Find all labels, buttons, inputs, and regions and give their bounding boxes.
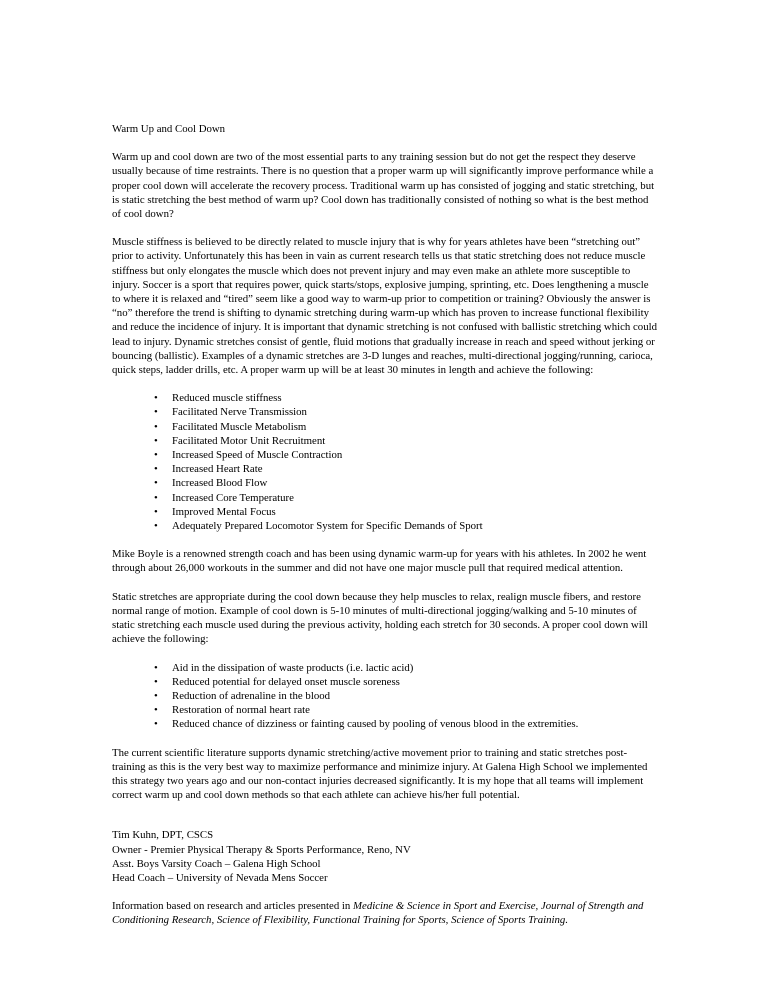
list-item <box>112 391 658 405</box>
bullet-icon: • <box>154 505 158 518</box>
author-name: Tim Kuhn, DPT, CSCS <box>112 829 214 842</box>
list-item <box>112 448 658 462</box>
list-item-text: Improved Mental Focus <box>172 505 276 518</box>
bullet-icon: • <box>154 520 158 533</box>
document-body <box>112 122 658 942</box>
author-role-owner: Owner - Premier Physical Therapy & Sports Performance, Reno, NV <box>112 843 411 856</box>
bullet-icon: • <box>154 477 158 490</box>
bullet-icon: • <box>154 463 158 476</box>
list-item <box>112 689 658 703</box>
list-item-text: Aid in the dissipation of waste products (i.e. lactic acid) <box>172 661 414 674</box>
static-stretches-paragraph: Static stretches are appropriate during the cool down because they help muscles to relax, realign muscle fibers, and restore normal range of motion. Example of cool down is 5-10 minutes of multi-directional jogging/walking and 5-10 minutes of static stretching each muscle used during the previous activity, holding each stretch for 30 seconds. A proper cool down will achieve the following: <box>112 590 648 646</box>
list-item-text: Restoration of normal heart rate <box>172 704 310 717</box>
bullet-icon: • <box>154 661 158 674</box>
list-item-text: Increased Speed of Muscle Contraction <box>172 449 343 462</box>
bullet-icon: • <box>154 491 158 504</box>
author-role-asst-coach: Asst. Boys Varsity Coach – Galena High School <box>112 857 321 870</box>
bullet-icon: • <box>154 392 158 405</box>
list-item-text: Reduced muscle stiffness <box>172 392 282 405</box>
list-item <box>112 405 658 419</box>
author-signature <box>112 828 658 885</box>
list-item-text: Increased Heart Rate <box>172 463 263 476</box>
muscle-stiffness-paragraph: Muscle stiffness is believed to be directly related to muscle injury that is why for years athletes have been “stretching out” prior to activity. Unfortunately this has been in vain as current research tells us that static stretching does not reduce muscle stiffness but only elongates the muscle which does not prevent injury and may even make an athlete more susceptible to injury. Soccer is a sport that requires power, quick starts/stops, explosive jumping, sprinting, etc. Does lengthening a muscle to where it is relaxed and “tired” seem like a good way to warm-up prior to competition or training? Obviously the answer is “no” therefore the trend is shifting to dynamic stretching during warm-up which has proven to increase functional flexibility and reduce the incidence of injury. It is important that dynamic stretching is not confused with ballistic stretching which could lead to injury. Dynamic stretches consist of gentle, fluid motions that gradually increase in reach and speed without jerking or bouncing (ballistic). Examples of a dynamic stretches are 3-D lunges and reaches, multi-directional jogging/running, carioca, quick steps, ladder drills, etc. A proper warm up will be at least 30 minutes in length and achieve the following: <box>112 236 657 377</box>
source-titles: Medicine & Science in Sport and Exercise, Journal of Strength and Conditioning Research, Science of Flexibility, Functional Training for Sports, Science of Sports Training. <box>112 900 644 927</box>
bullet-icon: • <box>154 449 158 462</box>
warmup-benefits-list <box>112 391 658 533</box>
bullet-icon: • <box>154 689 158 702</box>
document-title: Warm Up and Cool Down <box>112 123 226 135</box>
list-item-text: Reduced chance of dizziness or fainting caused by pooling of venous blood in the extremities. <box>172 718 579 731</box>
bullet-icon: • <box>154 434 158 447</box>
list-item <box>112 703 658 717</box>
bullet-icon: • <box>154 704 158 717</box>
bullet-icon: • <box>154 718 158 731</box>
list-item <box>112 476 658 490</box>
list-item-text: Facilitated Motor Unit Recruitment <box>172 434 326 447</box>
bullet-icon: • <box>154 420 158 433</box>
list-item <box>112 675 658 689</box>
list-item <box>112 462 658 476</box>
bullet-icon: • <box>154 406 158 419</box>
bullet-icon: • <box>154 675 158 688</box>
source-prefix: Information based on research and articles presented in <box>112 900 354 913</box>
list-item <box>112 491 658 505</box>
list-item-text: Reduced potential for delayed onset muscle soreness <box>172 675 400 688</box>
cooldown-benefits-list <box>112 661 658 732</box>
conclusion-paragraph: The current scientific literature supports dynamic stretching/active movement prior to training and static stretches post-training as this is the very best way to maximize performance and minimize injury. At Galena High School we implemented this strategy two years ago and our non-contact injuries decreased significantly. It is my hope that all teams will implement correct warm up and cool down methods so that each athlete can achieve his/her full potential. <box>112 746 648 802</box>
list-item-text: Facilitated Nerve Transmission <box>172 406 307 419</box>
list-item <box>112 519 658 533</box>
list-item <box>112 505 658 519</box>
list-item-text: Reduction of adrenaline in the blood <box>172 689 331 702</box>
list-item <box>112 420 658 434</box>
list-item <box>112 434 658 448</box>
mike-boyle-paragraph: Mike Boyle is a renowned strength coach and has been using dynamic warm-up for years with his athletes. In 2002 he went through about 26,000 workouts in the summer and did not have one major muscle pull that required medical attention. <box>112 548 647 575</box>
list-item-text: Adequately Prepared Locomotor System for Specific Demands of Sport <box>172 520 483 533</box>
list-item <box>112 717 658 731</box>
list-item-text: Increased Core Temperature <box>172 491 294 504</box>
intro-paragraph: Warm up and cool down are two of the most essential parts to any training session but do not get the respect they deserve usually because of time restraints. There is no question that a proper warm up will significantly improve performance while a proper cool down will accelerate the recovery process. Traditional warm up has consisted of jogging and static stretching, but is static stretching the best method of warm up? Cool down has traditionally consisted of nothing so what is the best method of cool down? <box>112 151 655 221</box>
list-item <box>112 661 658 675</box>
source-note <box>112 899 658 927</box>
list-item-text: Increased Blood Flow <box>172 477 268 490</box>
author-role-head-coach: Head Coach – University of Nevada Mens Soccer <box>112 871 328 884</box>
list-item-text: Facilitated Muscle Metabolism <box>172 420 307 433</box>
